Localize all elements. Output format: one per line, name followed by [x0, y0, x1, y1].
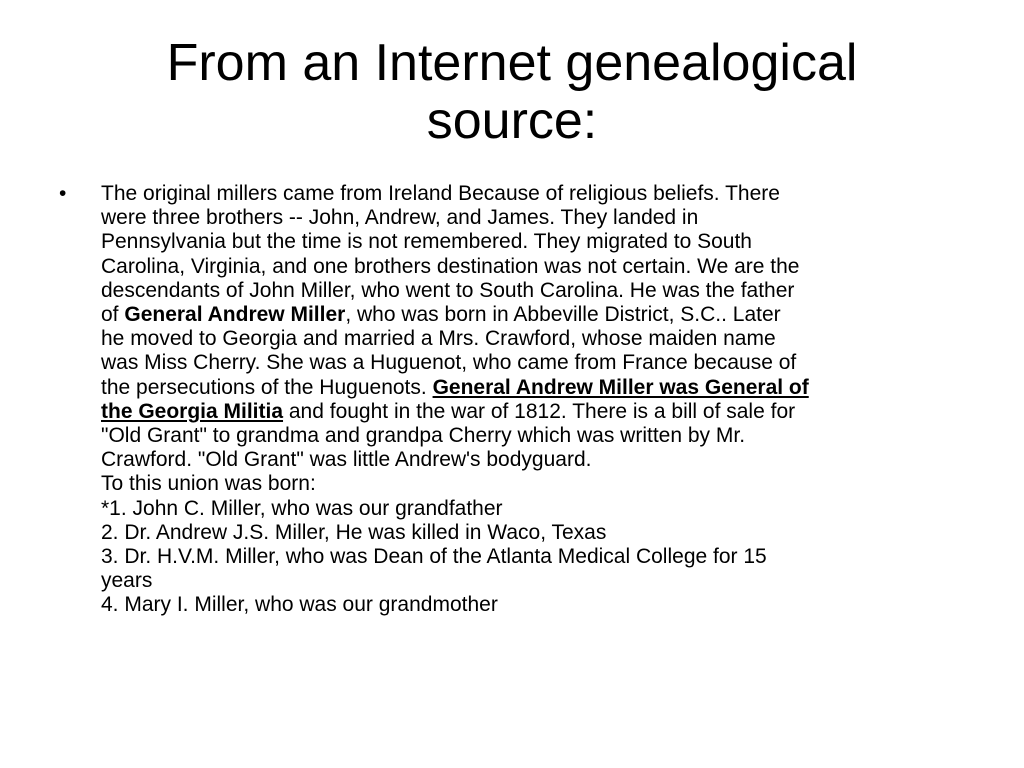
text-line-13: To this union was born: [101, 472, 316, 496]
text-line-3: Pennsylvania but the time is not remembered. They migrated to South [101, 230, 752, 254]
text-line-18: 4. Mary I. Miller, who was our grandmother [101, 593, 498, 617]
text-line-8: was Miss Cherry. She was a Huguenot, who came from France because of [101, 351, 797, 375]
text-line-7: he moved to Georgia and married a Mrs. Crawford, whose maiden name [101, 327, 776, 351]
text-line-4: Carolina, Virginia, and one brothers destination was not certain. We are the [101, 254, 800, 278]
bullet-list [56, 182, 976, 618]
text-line-12: Crawford. "Old Grant" was little Andrew's bodyguard. [101, 448, 592, 472]
text-line-1: The original millers came from Ireland Because of religious beliefs. There [101, 182, 780, 205]
text-line-5: descendants of John Miller, who went to South Carolina. He was the father [101, 278, 795, 302]
emphasis-general-of-militia-part-1: General Andrew Miller was General of [432, 375, 809, 399]
bullet-item [56, 182, 976, 618]
bullet-dot-icon: • [59, 182, 67, 205]
text-line-2: were three brothers -- John, Andrew, and James. They landed in [101, 206, 699, 230]
slide-title-line-1: From an Internet genealogical [166, 34, 858, 92]
text-line-6-end: , who was born in Abbeville District, S.C.. Later [345, 303, 781, 327]
text-line-16: 3. Dr. H.V.M. Miller, who was Dean of the Atlanta Medical College for 15 [101, 545, 767, 569]
emphasis-general-of-militia-part-2: the Georgia Militia [101, 399, 284, 423]
text-line-6-start: of [101, 303, 125, 327]
text-line-9-start: the persecutions of the Huguenots. [101, 375, 433, 399]
text-line-11: "Old Grant" to grandma and grandpa Cherry which was written by Mr. [101, 424, 746, 448]
text-line-17: years [101, 569, 153, 593]
text-line-10 [101, 400, 976, 424]
text-line-6 [101, 303, 976, 327]
text-line-14: *1. John C. Miller, who was our grandfather [101, 496, 503, 520]
bold-name-general-andrew-miller: General Andrew Miller [124, 303, 346, 327]
text-line-15: 2. Dr. Andrew J.S. Miller, He was killed in Waco, Texas [101, 520, 607, 544]
slide-title-line-2: source: [426, 92, 598, 150]
text-line-10-end: and fought in the war of 1812. There is a bill of sale for [283, 399, 796, 423]
slide-title [80, 34, 944, 150]
text-line-9 [101, 376, 976, 400]
